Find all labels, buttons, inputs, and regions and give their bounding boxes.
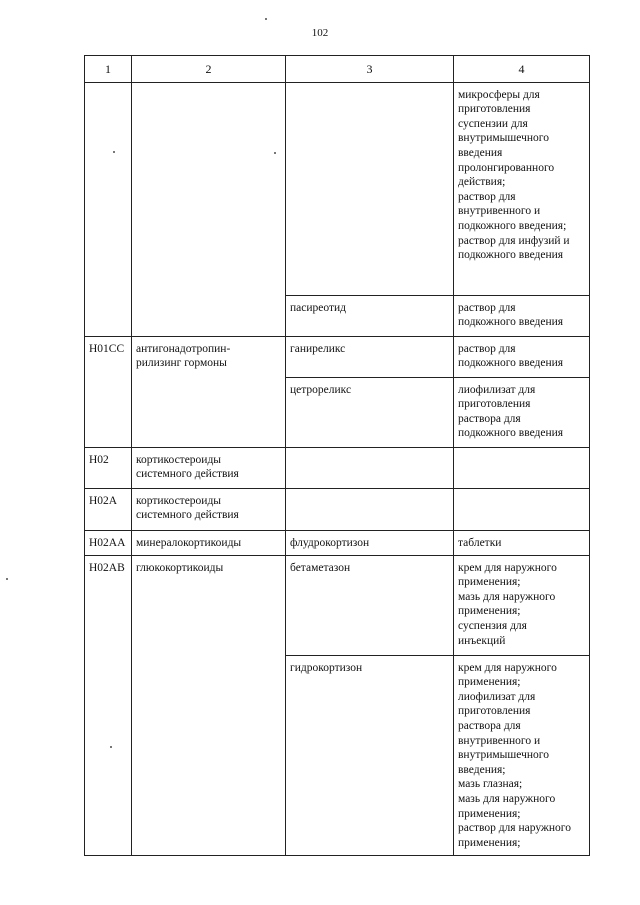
form-cell: крем для наружного применения; мазь для наружного применения; суспензия для инъекций [454, 555, 590, 655]
substance-cell [286, 447, 454, 488]
form-cell [454, 447, 590, 488]
form-cell: лиофилизат для приготовления раствора для подкожного введения [454, 377, 590, 447]
header-col-3: 3 [286, 56, 454, 83]
drug-table [84, 55, 590, 856]
form-cell: микросферы для приготовления суспензии для внутримышечного введения пролонгированного действия; раствор для внутривенного и подкожного введения; раствор для инфузий и подкожного введения [454, 82, 590, 295]
scan-speck [110, 746, 112, 748]
group-cell [132, 82, 286, 336]
scan-speck [113, 151, 115, 153]
form-cell: крем для наружного применения; лиофилизат для приготовления раствора для внутривенного и внутримышечного введения; мазь глазная; мазь для наружного применения; раствор для наружного применения; [454, 655, 590, 855]
table-header-row [85, 56, 590, 83]
table-row [85, 82, 590, 295]
substance-cell: гидрокортизон [286, 655, 454, 855]
table-row [85, 555, 590, 655]
table-row [85, 447, 590, 488]
group-cell: глюкокортикоиды [132, 555, 286, 855]
code-cell: H01CC [85, 336, 132, 447]
substance-cell: ганиреликс [286, 336, 454, 377]
page-number: 102 [311, 27, 329, 39]
substance-cell: флудрокортизон [286, 530, 454, 555]
header-col-4: 4 [454, 56, 590, 83]
substance-cell: бетаметазон [286, 555, 454, 655]
group-cell: антигонадотропин- рилизинг гормоны [132, 336, 286, 447]
code-cell: H02A [85, 488, 132, 530]
form-cell: раствор для подкожного введения [454, 295, 590, 336]
scan-speck [6, 578, 8, 580]
group-cell: кортикостероиды системного действия [132, 488, 286, 530]
form-cell [454, 488, 590, 530]
table-row [85, 530, 590, 555]
table-row [85, 336, 590, 377]
scan-speck [265, 18, 267, 20]
code-cell: H02 [85, 447, 132, 488]
scan-speck [274, 152, 276, 154]
group-cell: кортикостероиды системного действия [132, 447, 286, 488]
substance-cell [286, 82, 454, 295]
code-cell: H02AA [85, 530, 132, 555]
form-cell: раствор для подкожного введения [454, 336, 590, 377]
table-row [85, 488, 590, 530]
code-cell [85, 82, 132, 336]
form-cell: таблетки [454, 530, 590, 555]
code-cell: H02AB [85, 555, 132, 855]
header-col-2: 2 [132, 56, 286, 83]
substance-cell [286, 488, 454, 530]
substance-cell: пасиреотид [286, 295, 454, 336]
substance-cell: цетрореликс [286, 377, 454, 447]
group-cell: минералокортикоиды [132, 530, 286, 555]
header-col-1: 1 [85, 56, 132, 83]
